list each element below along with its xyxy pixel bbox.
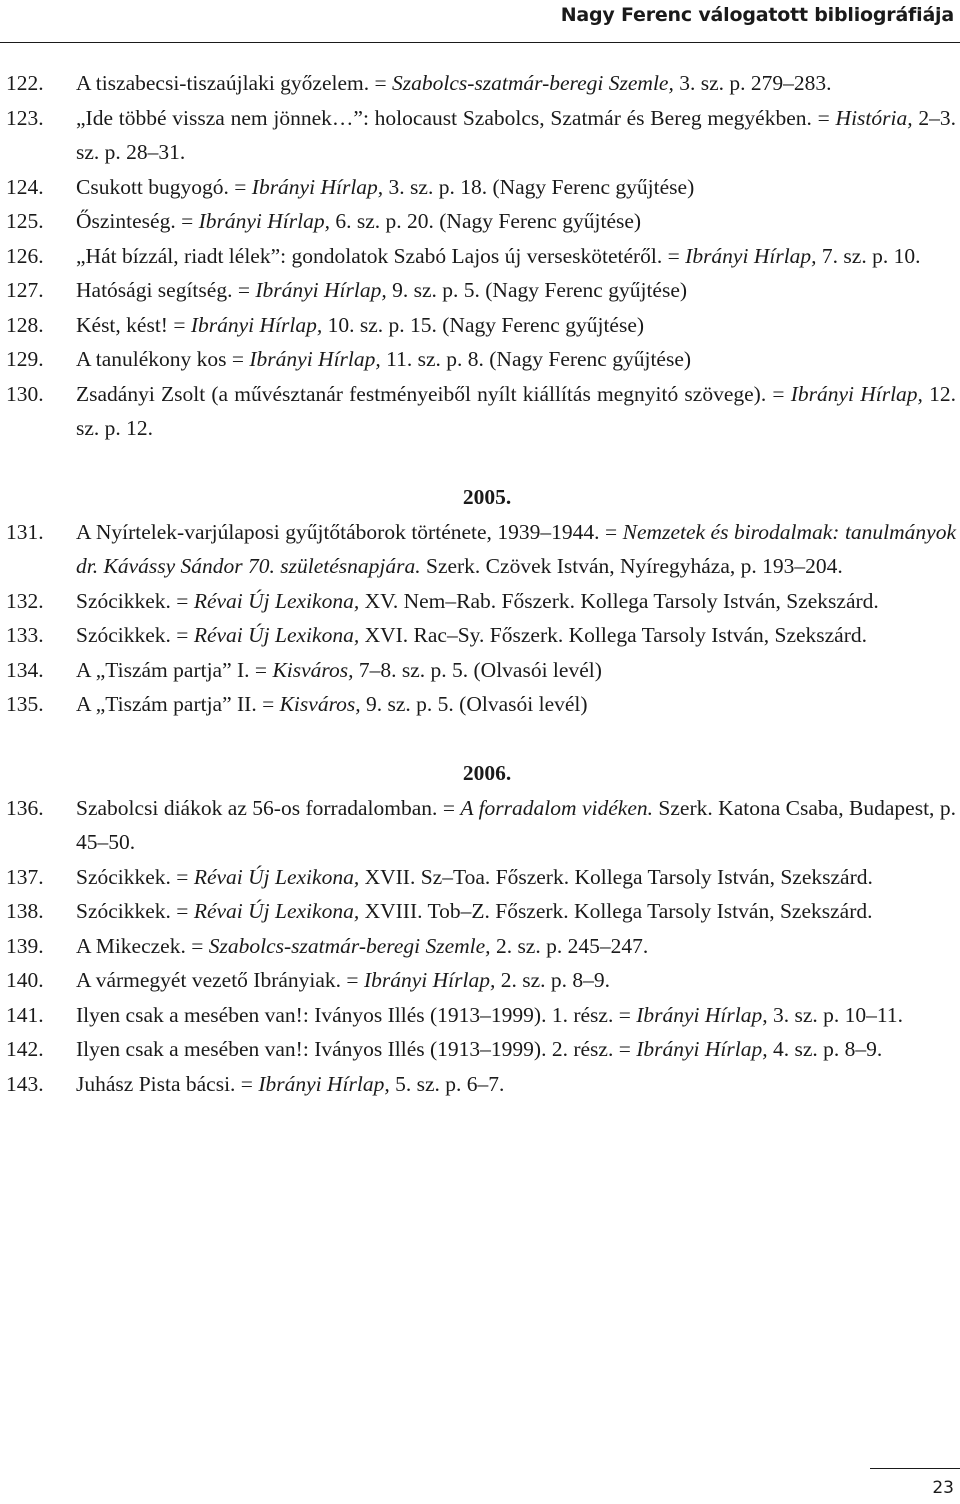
source-title: A forradalom vidéken. (460, 795, 653, 820)
source-title: Szabolcs-szatmár-beregi Szemle, (392, 71, 674, 95)
entry-text-segment: 6. sz. p. 20. (Nagy Ferenc gyűjtése) (329, 209, 642, 233)
entry-number: 137. (6, 864, 44, 889)
entry-text-segment: 2–3. sz. p. 28–31. (76, 105, 957, 164)
source-title: Ibrányi Hírlap, (251, 174, 384, 199)
bibliography-entry (0, 377, 960, 446)
entry-number: 141. (6, 1002, 44, 1027)
entry-text-segment: XVII. Sz–Toa. Főszerk. Kollega Tarsoly István, Szekszárd. (359, 864, 873, 889)
entry-text (76, 791, 956, 860)
source-title: Ibrányi Hírlap, (190, 312, 323, 337)
entry-text-segment: A Nyírtelek-varjúlaposi gyűjtőtáborok története, 1939–1944. = (76, 519, 623, 544)
entry-text-segment: A tiszabecsi-tiszaújlaki győzelem. = (76, 71, 393, 95)
entry-number: 122. (6, 71, 44, 95)
entry-text-segment: Hatósági segítség. = (76, 278, 256, 302)
entry-text (76, 308, 956, 343)
entry-text-segment: A „Tiszám partja” I. = (76, 657, 273, 682)
bibliography-entry (0, 618, 960, 653)
entry-text (76, 929, 956, 964)
source-title: Révai Új Lexikona, (193, 588, 360, 613)
year-heading: 2006. (462, 761, 512, 785)
entry-text-segment: Szócikkek. = (76, 864, 194, 889)
entry-text (76, 963, 956, 998)
entry-text-segment: 12. sz. p. 12. (76, 381, 957, 440)
bibliography-entry (0, 170, 960, 205)
source-title: Ibrányi Hírlap, (255, 278, 387, 302)
entry-text (76, 618, 956, 653)
bibliography-entry (0, 342, 960, 377)
bibliography-entry (0, 1032, 960, 1067)
bibliography-entry (0, 1067, 960, 1102)
entry-text-segment: 11. sz. p. 8. (Nagy Ferenc gyűjtése) (380, 347, 692, 371)
entry-text (76, 377, 956, 446)
entry-text-segment: Szabolcsi diákok az 56-os forradalomban. = (76, 795, 461, 820)
page-number: 23 (932, 1478, 954, 1498)
entry-text-segment: 10. sz. p. 15. (Nagy Ferenc gyűjtése) (322, 312, 645, 337)
entry-number: 132. (6, 588, 44, 613)
entry-text (76, 66, 956, 101)
entry-number: 143. (6, 1071, 44, 1096)
entry-text-segment: „Hát bízzál, riadt lélek”: gondolatok Szabó Lajos új verseskötetéről. = (76, 243, 686, 268)
running-head-title: Nagy Ferenc válogatott bibliográfiája (560, 4, 954, 26)
entry-text (76, 1032, 956, 1067)
source-title: Ibrányi Hírlap, (258, 1071, 390, 1096)
source-title: Ibrányi Hírlap, (249, 347, 381, 371)
entry-text-segment: 5. sz. p. 6–7. (389, 1071, 505, 1096)
entry-text-segment: Szócikkek. = (76, 623, 194, 647)
entry-text (76, 170, 956, 205)
entry-text (76, 204, 956, 239)
entry-number: 128. (6, 312, 44, 337)
entry-text-segment: Szerk. Katona Csaba, Budapest, p. 45–50. (76, 795, 956, 854)
entry-number: 139. (6, 933, 44, 958)
entry-text-segment: A vármegyét vezető Ibrányiak. = (76, 968, 364, 992)
source-title: Ibrányi Hírlap, (790, 381, 923, 406)
source-title: Ibrányi Hírlap, (636, 1037, 768, 1061)
entry-text-segment: Szócikkek. = (76, 588, 194, 613)
source-title: Révai Új Lexikona, (193, 899, 360, 923)
entry-text-segment: 2. sz. p. 8–9. (495, 968, 610, 992)
entry-text-segment: Zsadányi Zsolt (a művésztanár festményeiből nyílt kiállítás megnyitó szövege). = (76, 381, 791, 406)
year-heading: 2005. (462, 485, 512, 509)
entry-number: 129. (6, 347, 44, 371)
entry-text-segment: 2. sz. p. 245–247. (490, 933, 649, 958)
entry-text (76, 860, 956, 895)
entry-number: 135. (6, 692, 44, 716)
entry-text-segment: 7–8. sz. p. 5. (Olvasói levél) (353, 657, 602, 682)
source-title: Kisváros, (279, 692, 361, 716)
header-divider (0, 42, 960, 43)
entry-text (76, 273, 956, 308)
entry-text (76, 1067, 956, 1102)
bibliography-entry (0, 894, 960, 929)
entry-text-segment: XVI. Rac–Sy. Főszerk. Kollega Tarsoly István, Szekszárd. (359, 623, 868, 647)
bibliography-entry (0, 239, 960, 274)
entry-text (76, 584, 956, 619)
bibliography-entry (0, 860, 960, 895)
entry-text-segment: Ilyen csak a mesében van!: Iványos Illés (1913–1999). 1. rész. = (76, 1002, 637, 1027)
entry-text-segment: 3. sz. p. 279–283. (673, 71, 832, 95)
source-title: Révai Új Lexikona, (193, 623, 360, 647)
bibliography-entry (0, 273, 960, 308)
entry-text-segment: 4. sz. p. 8–9. (767, 1037, 883, 1061)
entry-number: 131. (6, 519, 44, 544)
bibliography-entry (0, 791, 960, 860)
entry-text-segment: Csukott bugyogó. = (76, 174, 252, 199)
source-title: Nemzetek és birodalmak: tanulmányok dr. Kávássy Sándor 70. születésnapjára. (76, 519, 957, 578)
bibliography-list (0, 66, 960, 1101)
bibliography-entry (0, 101, 960, 170)
entry-text-segment: Juhász Pista bácsi. = (76, 1071, 259, 1096)
source-title: Ibrányi Hírlap, (198, 209, 330, 233)
entry-text (76, 101, 956, 170)
bibliography-entry (0, 653, 960, 688)
source-title: Szabolcs-szatmár-beregi Szemle, (208, 933, 491, 958)
entry-text-segment: 9. sz. p. 5. (Nagy Ferenc gyűjtése) (386, 278, 688, 302)
entry-text (76, 342, 956, 377)
entry-text-segment: Szerk. Czövek István, Nyíregyháza, p. 193–204. (420, 554, 843, 578)
entry-text (76, 239, 956, 274)
entry-number: 124. (6, 174, 44, 199)
bibliography-entry (0, 584, 960, 619)
entry-number: 125. (6, 209, 44, 233)
entry-number: 133. (6, 623, 44, 647)
source-title: Ibrányi Hírlap, (685, 243, 817, 268)
entry-number: 123. (6, 105, 44, 130)
bibliography-entry (0, 963, 960, 998)
entry-text-segment: 7. sz. p. 10. (816, 243, 921, 268)
footer-divider (870, 1468, 960, 1469)
entry-text-segment: XV. Nem–Rab. Főszerk. Kollega Tarsoly István, Szekszárd. (359, 588, 879, 613)
bibliography-entry (0, 66, 960, 101)
bibliography-entry (0, 929, 960, 964)
entry-number: 142. (6, 1037, 44, 1061)
entry-number: 140. (6, 968, 44, 992)
entry-text-segment: 9. sz. p. 5. (Olvasói levél) (360, 692, 588, 716)
entry-text-segment: 3. sz. p. 18. (Nagy Ferenc gyűjtése) (383, 174, 695, 199)
entry-text (76, 515, 956, 584)
entry-text (76, 687, 956, 722)
entry-text-segment: A tanulékony kos = (76, 347, 250, 371)
entry-text-segment: 3. sz. p. 10–11. (767, 1002, 903, 1027)
entry-text (76, 894, 956, 929)
bibliography-entry (0, 204, 960, 239)
entry-number: 136. (6, 795, 44, 820)
source-title: Kisváros, (272, 657, 354, 682)
bibliography-entry (0, 308, 960, 343)
entry-text (76, 653, 956, 688)
entry-text-segment: Ilyen csak a mesében van!: Iványos Illés (1913–1999). 2. rész. = (76, 1037, 637, 1061)
entry-text-segment: Kést, kést! = (76, 312, 191, 337)
entry-text-segment: A Mikeczek. = (76, 933, 209, 958)
bibliography-entry (0, 515, 960, 584)
entry-number: 138. (6, 899, 44, 923)
entry-text-segment: A „Tiszám partja” II. = (76, 692, 280, 716)
entry-text-segment: Szócikkek. = (76, 899, 194, 923)
entry-text-segment: XVIII. Tob–Z. Főszerk. Kollega Tarsoly István, Szekszárd. (359, 899, 873, 923)
source-title: História, (835, 105, 913, 130)
entry-text (76, 998, 956, 1033)
entry-text-segment: „Ide többé vissza nem jönnek…”: holocaust Szabolcs, Szatmár és Bereg megyékben. = (76, 105, 836, 130)
bibliography-entry (0, 998, 960, 1033)
source-title: Ibrányi Hírlap, (363, 968, 496, 992)
entry-number: 134. (6, 657, 44, 682)
entry-number: 126. (6, 243, 44, 268)
entry-text-segment: Őszinteség. = (76, 209, 199, 233)
entry-number: 127. (6, 278, 44, 302)
entry-number: 130. (6, 381, 44, 406)
bibliography-entry (0, 687, 960, 722)
source-title: Ibrányi Hírlap, (636, 1002, 768, 1027)
source-title: Révai Új Lexikona, (193, 864, 360, 889)
